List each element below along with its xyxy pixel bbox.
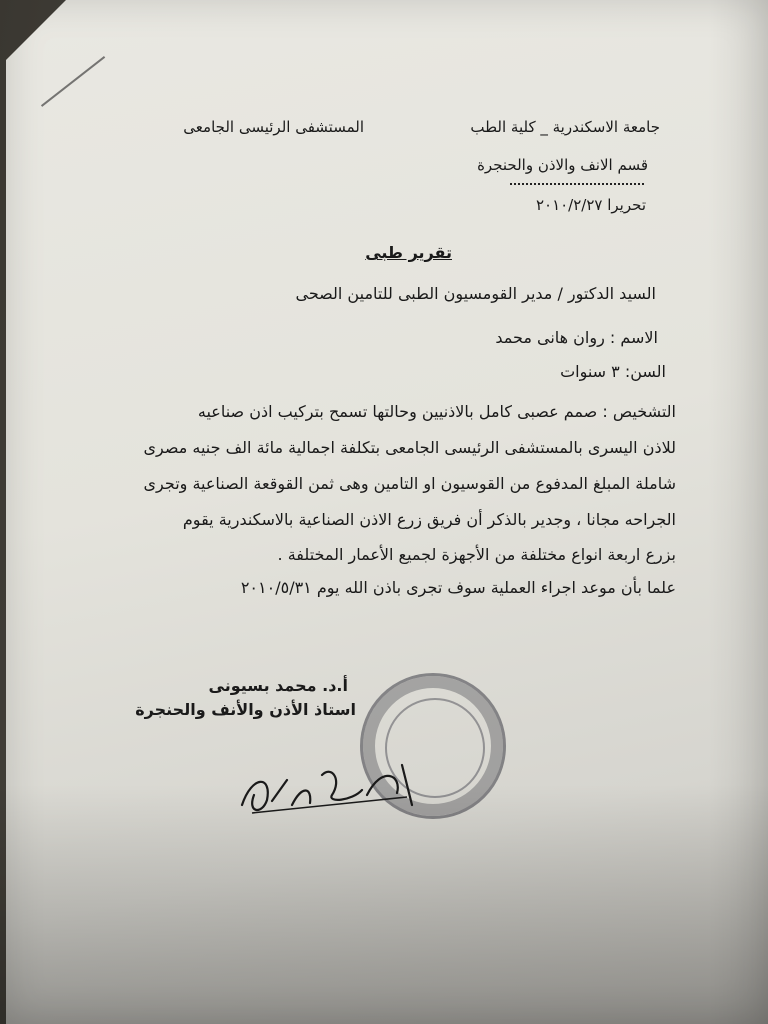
- doctor-name: أ.د. محمد بسيونى: [208, 676, 348, 695]
- diagnosis-line-5: بزرع اربعة انواع مختلفة من الأجهزة لجميع الأعمار المختلفة .: [277, 545, 676, 564]
- operation-note: علما بأن موعد اجراء العملية سوف تجرى باذن الله يوم ٢٠١٠/٥/٣١: [240, 578, 676, 597]
- addressee-line: السيد الدكتور / مدير القومسيون الطبى للتامين الصحى: [295, 284, 656, 303]
- diagnosis-line-1: التشخيص : صمم عصبى كامل بالاذنيين وحالتها تسمح بتركيب اذن صناعيه: [197, 402, 676, 421]
- page-shadow-bottom: [0, 784, 768, 1024]
- diagnosis-line-4: الجراحه مجانا ، وجدير بالذكر أن فريق زرع الاذن الصناعية بالاسكندرية يقوم: [182, 510, 676, 529]
- university-line: جامعة الاسكندرية _ كلية الطب: [470, 118, 660, 136]
- dotted-rule: [510, 183, 644, 185]
- report-title: تقرير طبى: [365, 243, 452, 262]
- diagnosis-line-3: شاملة المبلغ المدفوع من القوسيون او التامين وهى ثمن القوقعة الصناعية وتجرى: [143, 474, 676, 493]
- doctor-title: استاذ الأذن والأنف والحنجرة: [135, 700, 356, 719]
- department-line: قسم الانف والاذن والحنجرة: [477, 156, 648, 174]
- patient-age: السن: ٣ سنوات: [560, 362, 666, 381]
- diagnosis-line-2: للاذن اليسرى بالمستشفى الرئيسى الجامعى بتكلفة اجمالية مائة الف جنيه مصرى: [143, 438, 676, 457]
- patient-name: الاسم : روان هانى محمد: [495, 328, 658, 347]
- date-line: تحريرا ٢٠١٠/٢/٢٧: [535, 196, 646, 214]
- hospital-line: المستشفى الرئيسى الجامعى: [183, 118, 364, 136]
